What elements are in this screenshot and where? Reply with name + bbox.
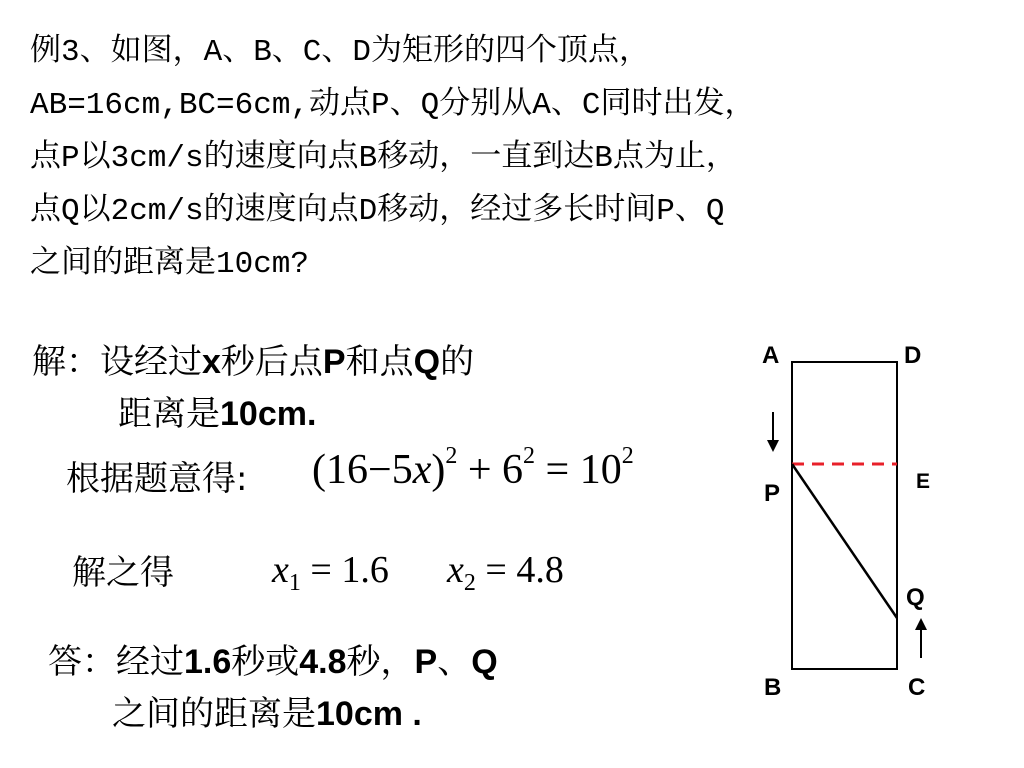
root-sub: 1 — [288, 570, 301, 596]
label-p: P — [764, 480, 781, 507]
eq-equals: = — [535, 447, 580, 493]
root-equals: = — [475, 549, 517, 591]
answer-label: 答： — [48, 642, 116, 682]
eq-exp: 2 — [621, 443, 634, 469]
label-a: A — [762, 342, 780, 369]
root-value: 1.6 — [341, 549, 389, 591]
answer-value-1: 1.6 — [184, 643, 232, 681]
point-q: Q — [471, 643, 498, 681]
point-p: P — [414, 643, 438, 681]
text-segment: 秒后点 — [220, 342, 323, 382]
label-b: B — [764, 674, 782, 701]
answer-distance: 10cm . — [316, 695, 422, 733]
eq-base: 10 — [579, 447, 622, 493]
distance-value: 10cm. — [220, 395, 317, 433]
text-segment: 设经过 — [100, 342, 202, 382]
text-segment: 秒或 — [231, 642, 300, 682]
equation-label: 根据题意得: — [66, 459, 248, 499]
root-value: 4.8 — [516, 549, 564, 591]
root-var: x — [447, 549, 464, 591]
text-segment: 和点 — [345, 342, 414, 382]
eq-exp: 2 — [523, 443, 536, 469]
eq-exp: 2 — [445, 443, 458, 469]
rectangle-abcd — [792, 362, 897, 669]
arrow-up-icon — [915, 618, 927, 630]
problem-line-5: 之间的距离是10cm? — [30, 247, 310, 282]
label-c: C — [908, 674, 926, 701]
answer-value-2: 4.8 — [299, 643, 347, 681]
solution-label: 解： — [32, 342, 100, 382]
point-p: P — [322, 343, 346, 381]
text-segment: 的 — [440, 342, 475, 382]
label-q: Q — [906, 584, 925, 611]
text-segment: 、 — [437, 642, 472, 682]
eq-plus: + — [457, 447, 503, 493]
eq-base: 6 — [502, 447, 524, 493]
label-d: D — [904, 342, 922, 369]
root-var: x — [272, 549, 289, 591]
eq-var: x — [412, 447, 432, 493]
point-q: Q — [413, 343, 441, 381]
eq-open: (16 — [312, 447, 368, 493]
problem-line-4: 点Q以2cm/s的速度向点D移动，经过多长时间P、Q — [30, 194, 725, 229]
text-segment: 距离是 — [118, 394, 220, 434]
problem-line-2: AB=16cm,BC=6cm,动点P、Q分别从A、C同时出发， — [30, 88, 756, 123]
root-equals: = — [300, 549, 342, 591]
label-e: E — [916, 470, 931, 493]
problem-line-1: 例3、如图，A、B、C、D为矩形的四个顶点， — [30, 35, 651, 70]
text-segment: 经过 — [116, 642, 184, 682]
problem-line-3: 点P以3cm/s的速度向点B移动，一直到达B点为止， — [30, 141, 737, 176]
text-segment: 秒， — [346, 642, 415, 682]
eq-minus: − — [368, 447, 392, 493]
text-segment: 之间的距离是 — [112, 694, 316, 734]
segment-pq — [792, 464, 897, 618]
result-label: 解之得 — [72, 553, 174, 593]
eq-coef: 5 — [391, 447, 413, 493]
root-sub: 2 — [463, 570, 476, 596]
variable-x: x — [202, 343, 221, 381]
eq-close: ) — [431, 447, 446, 493]
arrow-down-icon — [767, 440, 779, 452]
